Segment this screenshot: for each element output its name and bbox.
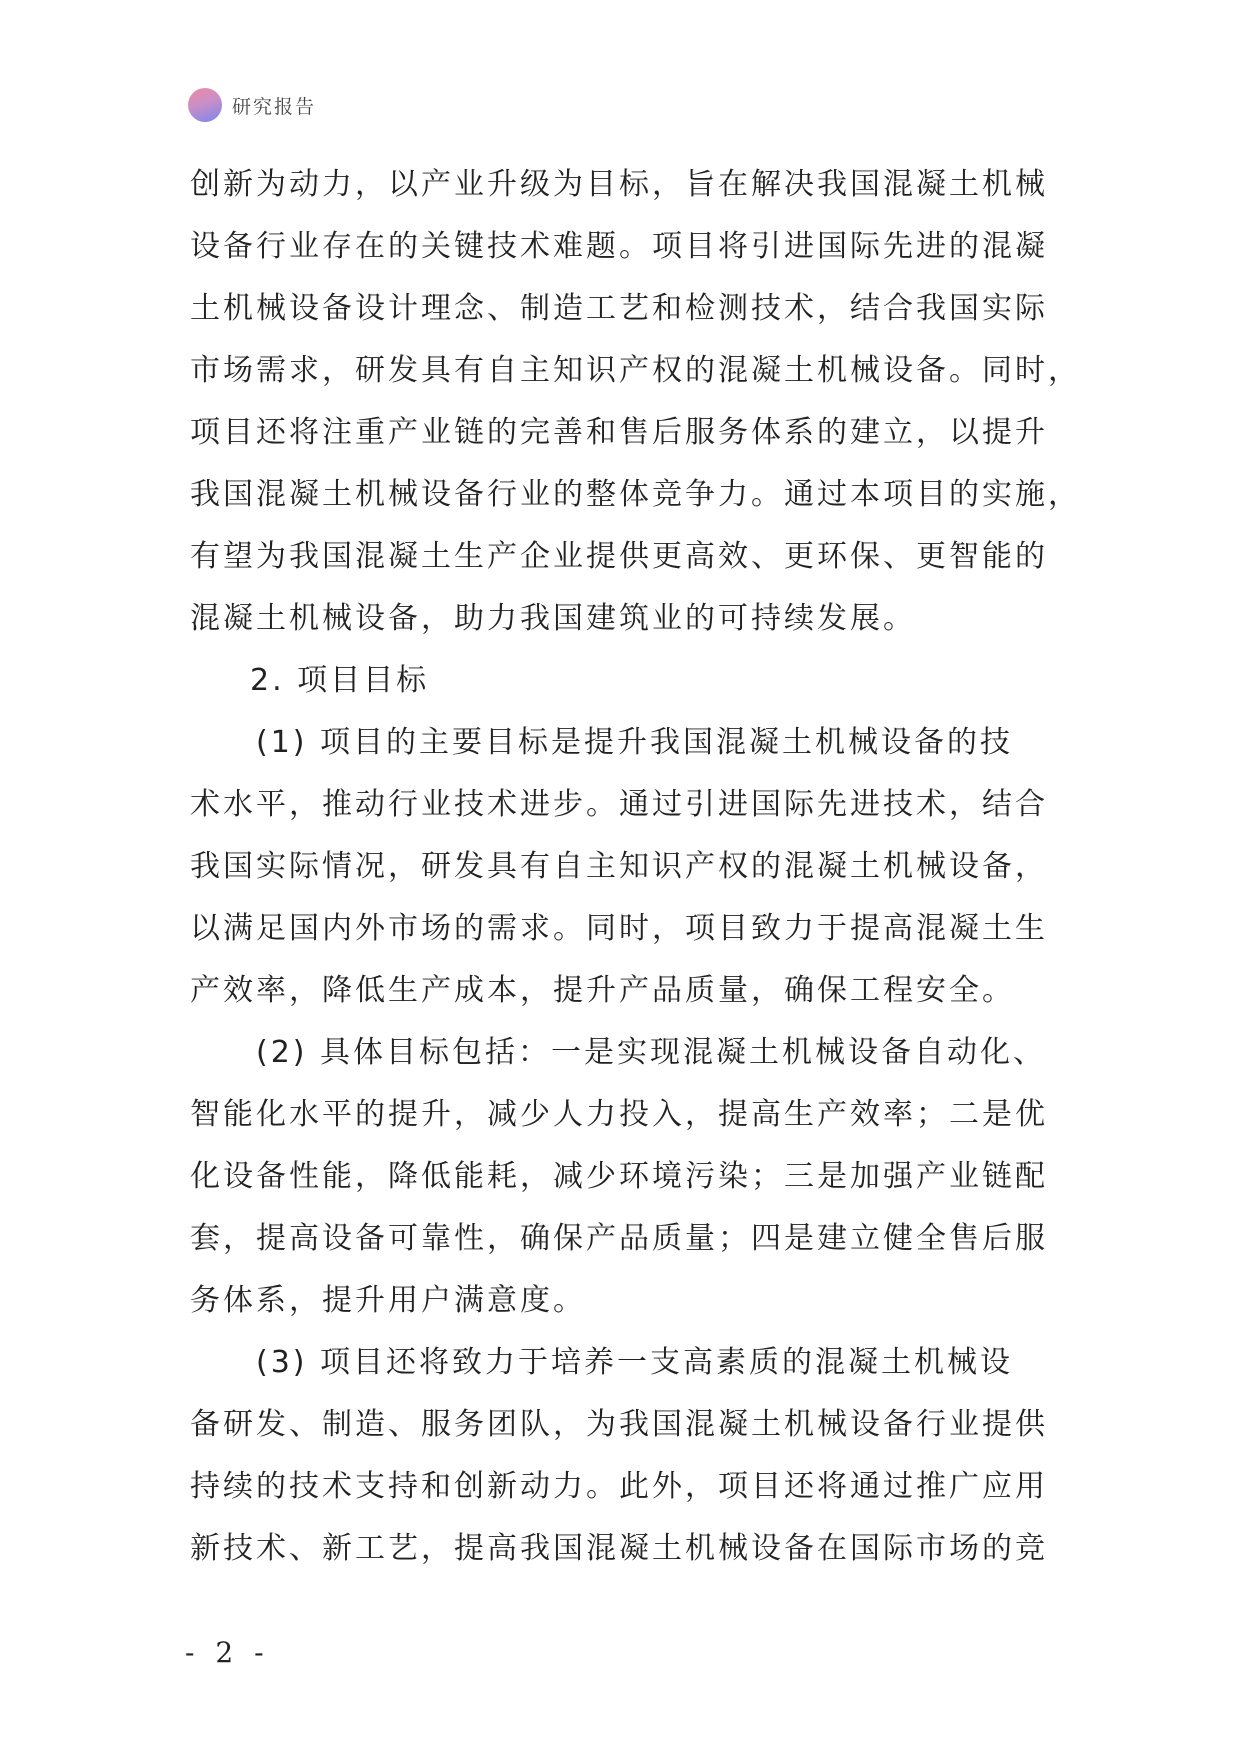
text-line: 套，提高设备可靠性，确保产品质量；四是建立健全售后服 <box>190 1221 1048 1256</box>
text-line: 化设备性能，降低能耗，减少环境污染；三是加强产业链配 <box>190 1159 1048 1194</box>
text-line: 新技术、新工艺，提高我国混凝土机械设备在国际市场的竞 <box>190 1531 1048 1566</box>
text-line: 智能化水平的提升，减少人力投入，提高生产效率；二是优 <box>190 1097 1048 1132</box>
text-line: 以满足国内外市场的需求。同时，项目致力于提高混凝土生 <box>190 911 1048 946</box>
logo-icon <box>188 88 222 122</box>
text-line: 市场需求，研发具有自主知识产权的混凝土机械设备。同时， <box>190 353 1081 388</box>
text-line: 混凝土机械设备，助力我国建筑业的可持续发展。 <box>190 601 916 636</box>
text-line: 我国混凝土机械设备行业的整体竞争力。通过本项目的实施， <box>190 477 1081 512</box>
text-line: 持续的技术支持和创新动力。此外，项目还将通过推广应用 <box>190 1469 1048 1504</box>
text-line: 项目还将注重产业链的完善和售后服务体系的建立，以提升 <box>190 415 1048 450</box>
header-label: 研究报告 <box>232 95 317 118</box>
text-line: 术水平，推动行业技术进步。通过引进国际先进技术，结合 <box>190 787 1048 822</box>
page-number: - 2 - <box>185 1636 270 1669</box>
document-header <box>188 88 316 122</box>
text-line: 务体系，提升用户满意度。 <box>190 1283 586 1318</box>
section-heading: 2. 项目目标 <box>250 663 430 698</box>
text-line: 我国实际情况，研发具有自主知识产权的混凝土机械设备， <box>190 849 1048 884</box>
text-line: 设备行业存在的关键技术难题。项目将引进国际先进的混凝 <box>190 229 1048 264</box>
text-line: 有望为我国混凝土生产企业提供更高效、更环保、更智能的 <box>190 539 1048 574</box>
text-line: (3) 项目还将致力于培养一支高素质的混凝土机械设 <box>256 1345 1014 1380</box>
text-line: 创新为动力，以产业升级为目标，旨在解决我国混凝土机械 <box>190 167 1048 202</box>
text-line: 土机械设备设计理念、制造工艺和检测技术，结合我国实际 <box>190 291 1048 326</box>
text-line: 产效率，降低生产成本，提升产品质量，确保工程安全。 <box>190 973 1015 1008</box>
document-body <box>190 154 1081 1580</box>
text-line: (2) 具体目标包括：一是实现混凝土机械设备自动化、 <box>256 1035 1047 1070</box>
text-line: 备研发、制造、服务团队，为我国混凝土机械设备行业提供 <box>190 1407 1048 1442</box>
text-line: (1) 项目的主要目标是提升我国混凝土机械设备的技 <box>256 725 1014 760</box>
